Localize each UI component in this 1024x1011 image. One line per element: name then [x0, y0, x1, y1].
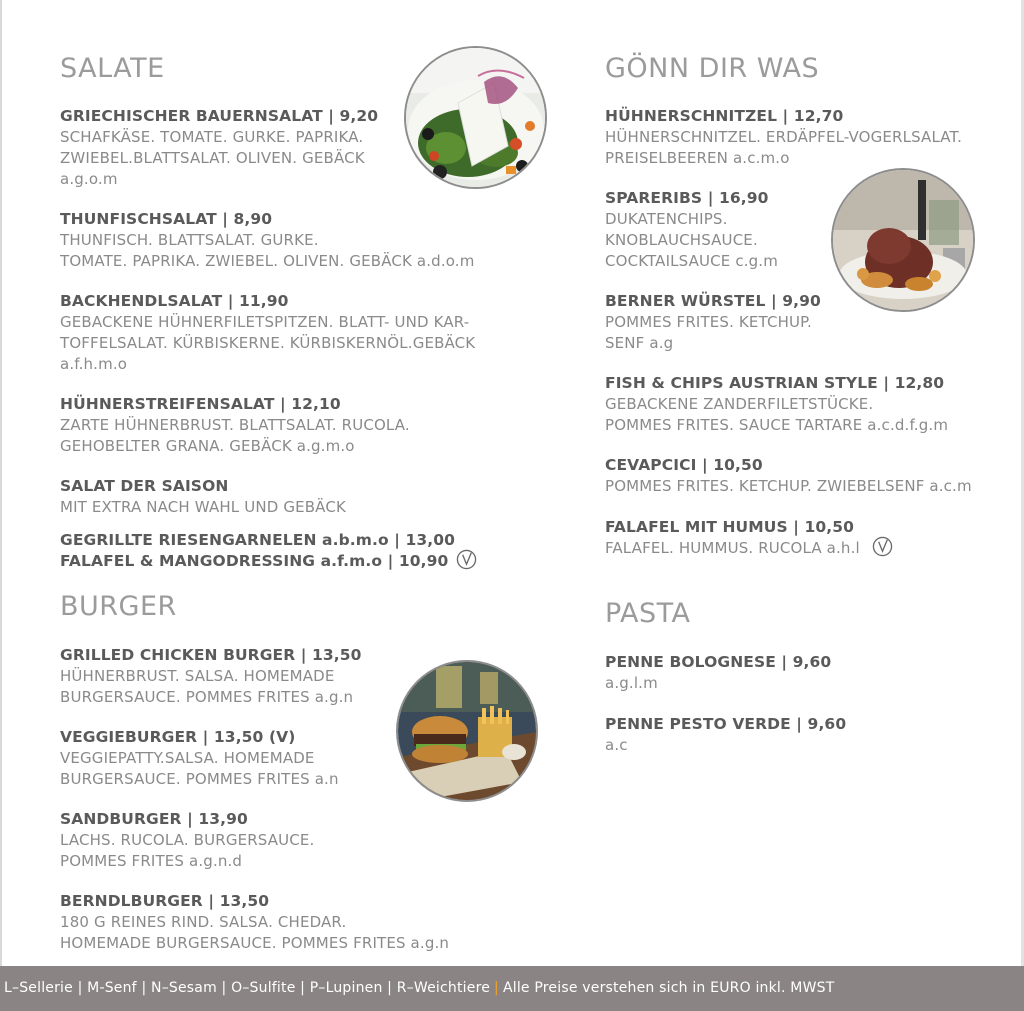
extra-falafel-mangodressing [60, 551, 530, 572]
item-description: GEBACKENE ZANDERFILETSTÜCKE. [605, 395, 874, 413]
item-title: PENNE BOLOGNESE | 9,60 [605, 653, 832, 671]
item-title: FISH & CHIPS AUSTRIAN STYLE | 12,80 [605, 374, 945, 392]
item-description: TOFFELSALAT. KÜRBISKERNE. KÜRBISKERNÖL.GEBÄCK [60, 334, 476, 352]
item-description [605, 538, 1005, 559]
item-description: KNOBLAUCHSAUCE. [605, 231, 758, 249]
item-allergens: a.g.l.m [605, 674, 658, 692]
item-title: BERNER WÜRSTEL | 9,90 [605, 292, 821, 310]
item-title: CEVAPCICI | 10,50 [605, 456, 763, 474]
menu-item-salat-der-saison [60, 476, 530, 518]
section-heading-pasta: PASTA [605, 598, 691, 629]
item-allergens: a.g.o.m [60, 170, 118, 188]
item-description: POMMES FRITES. KETCHUP. [605, 313, 812, 331]
section-heading-burger: BURGER [60, 591, 177, 622]
item-description: SCHAFKÄSE. TOMATE. GURKE. PAPRIKA. [60, 128, 364, 146]
item-description: DUKATENCHIPS. [605, 210, 728, 228]
menu-item-cevapcici [605, 455, 1005, 497]
menu-item-falafel-mit-humus [605, 517, 1005, 559]
item-title: HÜHNERSTREIFENSALAT | 12,10 [60, 395, 341, 413]
menu-item-sandburger [60, 809, 530, 872]
menu-item-penne-bolognese [605, 652, 1005, 694]
menu-item-huehnerschnitzel [605, 106, 1005, 169]
item-description: PREISELBEEREN a.c.m.o [605, 149, 790, 167]
vegan-icon [456, 549, 477, 570]
page-edge-left [0, 0, 2, 966]
item-description: HÜHNERBRUST. SALSA. HOMEMADE [60, 667, 335, 685]
item-title: PENNE PESTO VERDE | 9,60 [605, 715, 847, 733]
item-title: GRIECHISCHER BAUERNSALAT | 9,20 [60, 107, 379, 125]
item-description: POMMES FRITES. KETCHUP. ZWIEBELSENF a.c.m [605, 477, 972, 495]
spareribs-photo [831, 168, 975, 312]
item-description: VEGGIEPATTY.SALSA. HOMEMADE [60, 749, 315, 767]
allergen-legend: L–Sellerie | M-Senf | N–Sesam | O–Sulfite | P–Lupinen | R–Weichtiere [4, 980, 491, 996]
item-description: SENF a.g [605, 334, 674, 352]
item-title: SALAT DER SAISON [60, 477, 229, 495]
item-title: HÜHNERSCHNITZEL | 12,70 [605, 107, 844, 125]
vegan-icon [872, 536, 893, 557]
item-description-text: FALAFEL. HUMMUS. RUCOLA a.h.l [605, 539, 860, 557]
item-description: BURGERSAUCE. POMMES FRITES a.g.n [60, 688, 354, 706]
section-heading-salate: SALATE [60, 53, 165, 84]
item-description: ZARTE HÜHNERBRUST. BLATTSALAT. RUCOLA. [60, 416, 410, 434]
item-description: TOMATE. PAPRIKA. ZWIEBEL. OLIVEN. GEBÄCK a.d.o.m [60, 252, 475, 270]
item-title: VEGGIEBURGER | 13,50 (V) [60, 728, 296, 746]
item-description: POMMES FRITES a.g.n.d [60, 852, 243, 870]
item-title: FALAFEL MIT HUMUS | 10,50 [605, 518, 855, 536]
salad-extras [60, 530, 530, 572]
menu-item-berndlburger [60, 891, 530, 954]
menu-item-backhendlsalat [60, 291, 530, 375]
item-description: 180 G REINES RIND. SALSA. CHEDAR. [60, 913, 347, 931]
menu-item-fish-and-chips [605, 373, 1005, 436]
price-note: Alle Preise verstehen sich in EURO inkl. MWST [502, 980, 835, 996]
item-description: COCKTAILSAUCE c.g.m [605, 252, 778, 270]
extra-label: FALAFEL & MANGODRESSING a.f.m.o | 10,90 [60, 552, 449, 570]
menu-item-thunfischsalat [60, 209, 530, 272]
item-allergens: a.c [605, 736, 628, 754]
item-description: POMMES FRITES. SAUCE TARTARE a.c.d.f.g.m [605, 416, 949, 434]
item-description: MIT EXTRA NACH WAHL UND GEBÄCK [60, 498, 346, 516]
greek-salad-photo [404, 46, 547, 189]
item-description: LACHS. RUCOLA. BURGERSAUCE. [60, 831, 315, 849]
item-description: GEHOBELTER GRANA. GEBÄCK a.g.m.o [60, 437, 355, 455]
item-title: BERNDLBURGER | 13,50 [60, 892, 270, 910]
menu-item-berner-wuerstel [605, 291, 1005, 354]
item-title: BACKHENDLSALAT | 11,90 [60, 292, 289, 310]
item-description: THUNFISCH. BLATTSALAT. GURKE. [60, 231, 319, 249]
item-title: SANDBURGER | 13,90 [60, 810, 248, 828]
item-description: HÜHNERSCHNITZEL. ERDÄPFEL-VOGERLSALAT. [605, 128, 963, 146]
section-heading-goenn-dir-was: GÖNN DIR WAS [605, 53, 820, 84]
extra-riesengarnelen: GEGRILLTE RIESENGARNELEN a.b.m.o | 13,00 [60, 531, 456, 549]
item-description: HOMEMADE BURGERSAUCE. POMMES FRITES a.g.n [60, 934, 450, 952]
menu-item-huehnerstreifensalat [60, 394, 530, 457]
item-title: GRILLED CHICKEN BURGER | 13,50 [60, 646, 362, 664]
item-description: GEBACKENE HÜHNERFILETSPITZEN. BLATT- UND KAR- [60, 313, 470, 331]
item-allergens: a.f.h.m.o [60, 355, 128, 373]
item-title: SPARERIBS | 16,90 [605, 189, 769, 207]
allergen-footer [0, 966, 1024, 1011]
item-title: THUNFISCHSALAT | 8,90 [60, 210, 273, 228]
burger-photo [396, 660, 538, 802]
item-description: ZWIEBEL.BLATTSALAT. OLIVEN. GEBÄCK [60, 149, 365, 167]
menu-item-penne-pesto-verde [605, 714, 1005, 756]
footer-separator: | [494, 980, 499, 996]
item-description: BURGERSAUCE. POMMES FRITES a.n [60, 770, 339, 788]
